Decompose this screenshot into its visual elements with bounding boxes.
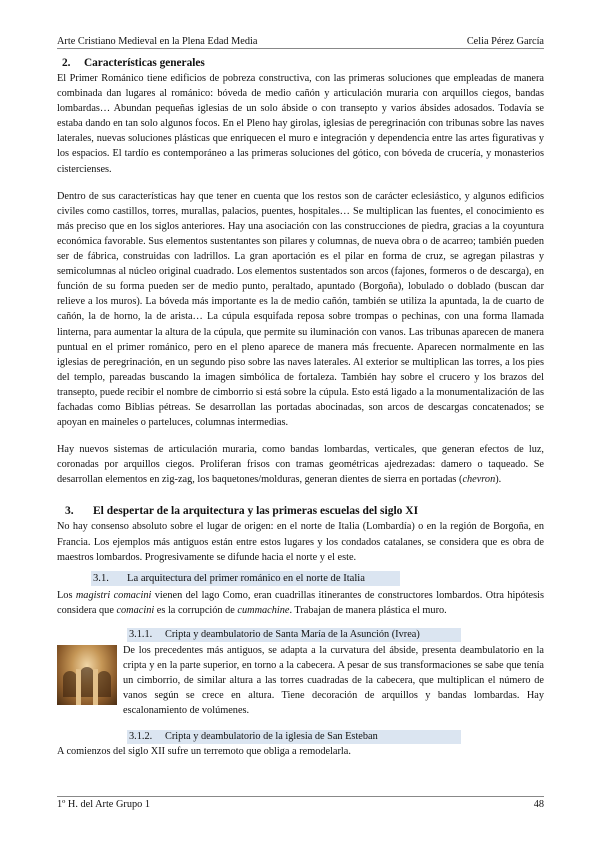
paragraph: El Primer Románico tiene edificios de pobreza constructiva, con las primeras soluciones que empleadas de manera combinada dan lugares al románico: bóveda de medio cañón y articulación muraria con arquillos ciegos, bandas lombardas… Abundan pequeñas iglesias de un solo ábside o con transepto y varios ábsides adosados. Todavía se estaba dando en tan solo algunos focos. En el Pleno hay girolas, iglesias de peregrinación con tribunas sobre las naves laterales, nuevas soluciones plásticas que enriquecen el muro e integración y dependencia entre las artes figurativas y los espacios. El tardío es contemporáneo a las primeras soluciones del gótico, con bóveda de crucería, y monasterios cistercienses. [57, 73, 544, 175]
section-number: 3. [65, 505, 74, 518]
paragraph: Los magistri comacini vienen del lago Como, eran cuadrillas itinerantes de constructores lombardos. Otra hipótesis considera que comacini es la corrupción de cummachine. Trabajan de manera plástica el muro. [57, 589, 544, 616]
page-content [57, 55, 544, 759]
figure-with-text [57, 643, 544, 718]
paragraph: Dentro de sus características hay que tener en cuenta que los restos son de carácter eclesiástico, y algunos edificios civiles como castillos, torres, murallas, palacios, puentes, hospitales… Se multiplican las fuentes, el conocimiento es más preciso que en los siglos anteriores. Hay una asociación con las construcciones de piedra, gracias a la coyuntura económica favorable. Sus elementos sustentantes son pilares y columnas, de nueva obra o de acarreo; también pueden ser de fábrica, construidas con ladrillos. La gran aportación es el pilar en forma de cruz, se agregan pilastras y semicolumnas al núcleo original cuadrado. Los elementos sustentados son arcos (fajones, formeros o de descarga), en función de su forma pueden ser de medio punto, peraltado, apuntado (Borgoña), lobulado o doblado (buscan dar relieve a los muros). La bóveda más importante es la de medio cañón, también se utiliza la apuntada, la de cuarto de cañón, la de horno, la de arista… La cúpula esquifada reposa sobre trompas o pechinas, con una forma llamada linterna, para aumentar la altura de la cúpula, que permite su iluminación con vanos. Las tribunas aparecen de manera puntual en el primer románico, pero en el pleno aparece de manera más frecuente. Aparecen normalmente en las iglesias de peregrinación, en un segundo piso sobre las naves laterales. Al exterior se multiplican las torres, a los pies del templo, pareadas buscando la imagen simbólica de fortaleza. También hay sobre el crucero y los brazos del transepto, puede recibir el nombre de cimborrio si está sobre la cúpula. Esto está ligado a la monumentalización de las fachadas como Biblias pétreas. Se desarrollan las portadas abocinadas, son arcos de descargas concatenados; se apoyan en maineles o parteluces, columnas intermedias. [57, 190, 544, 429]
header-author: Celia Pérez García [466, 36, 544, 47]
subsubsection-heading [127, 628, 461, 642]
section-heading [57, 55, 544, 71]
footer-course: 1º H. del Arte Grupo 1 [57, 799, 150, 810]
subsubsection-title: Cripta y deambulatorio de Santa María de la Asunción (Ivrea) [165, 628, 420, 640]
subsection-title: La arquitectura del primer románico en el norte de Italia [127, 572, 365, 584]
page-footer [57, 796, 544, 810]
crypt-photo [57, 645, 117, 705]
subsection-number: 3.1. [93, 572, 109, 584]
page-header [57, 36, 544, 49]
section-heading [57, 503, 544, 519]
subsubsection-number: 3.1.2. [129, 731, 153, 743]
subsubsection-title: Cripta y deambulatorio de la iglesia de San Esteban [165, 731, 378, 743]
header-title: Arte Cristiano Medieval en la Plena Edad Media [57, 36, 258, 47]
section-title: El despertar de la arquitectura y las primeras escuelas del siglo XI [93, 505, 419, 518]
subsection-heading [91, 571, 400, 586]
subsubsection-number: 3.1.1. [129, 628, 153, 640]
section-number: 2. [62, 57, 71, 69]
page-number: 48 [533, 799, 544, 810]
paragraph: No hay consenso absoluto sobre el lugar de origen: en el norte de Italia (Lombardía) o en la región de Borgoña, en Francia. Los ejemplos más antiguos están entre estos lugares y los condados catalanes, se considera que es obra de maestros lombardos. Progresivamente se difunde hacia el norte y el este. [57, 521, 544, 563]
section-title: Características generales [84, 57, 205, 69]
paragraph: Hay nuevos sistemas de articulación muraria, como bandas lombardas, verticales, que generan efectos de luz, coronadas por arquillos ciegos. Proliferan frisos con tramas geométricas ajedrezadas: damero o taqueado. Se desarrollan elementos en zig-zag, los baquetones/molduras, generan dientes de sierra en portadas (chevron). [57, 444, 544, 486]
paragraph: A comienzos del siglo XII sufre un terremoto que obliga a remodelarla. [57, 746, 351, 758]
subsubsection-heading [127, 730, 461, 744]
paragraph: De los precedentes más antiguos, se adapta a la curvatura del ábside, presenta deambulatorio en la cripta y en la parte superior, en torno a la cabecera. A pesar de sus transformaciones se sabe que tenía un cimborrio, de similar altura a las torres cuadradas de la cabecera, que multiplican el número de vanos según se crece en altura. Tiene decoración de arquillos y bandas lombardas. Hay escalonamiento de volúmenes. [123, 644, 544, 717]
